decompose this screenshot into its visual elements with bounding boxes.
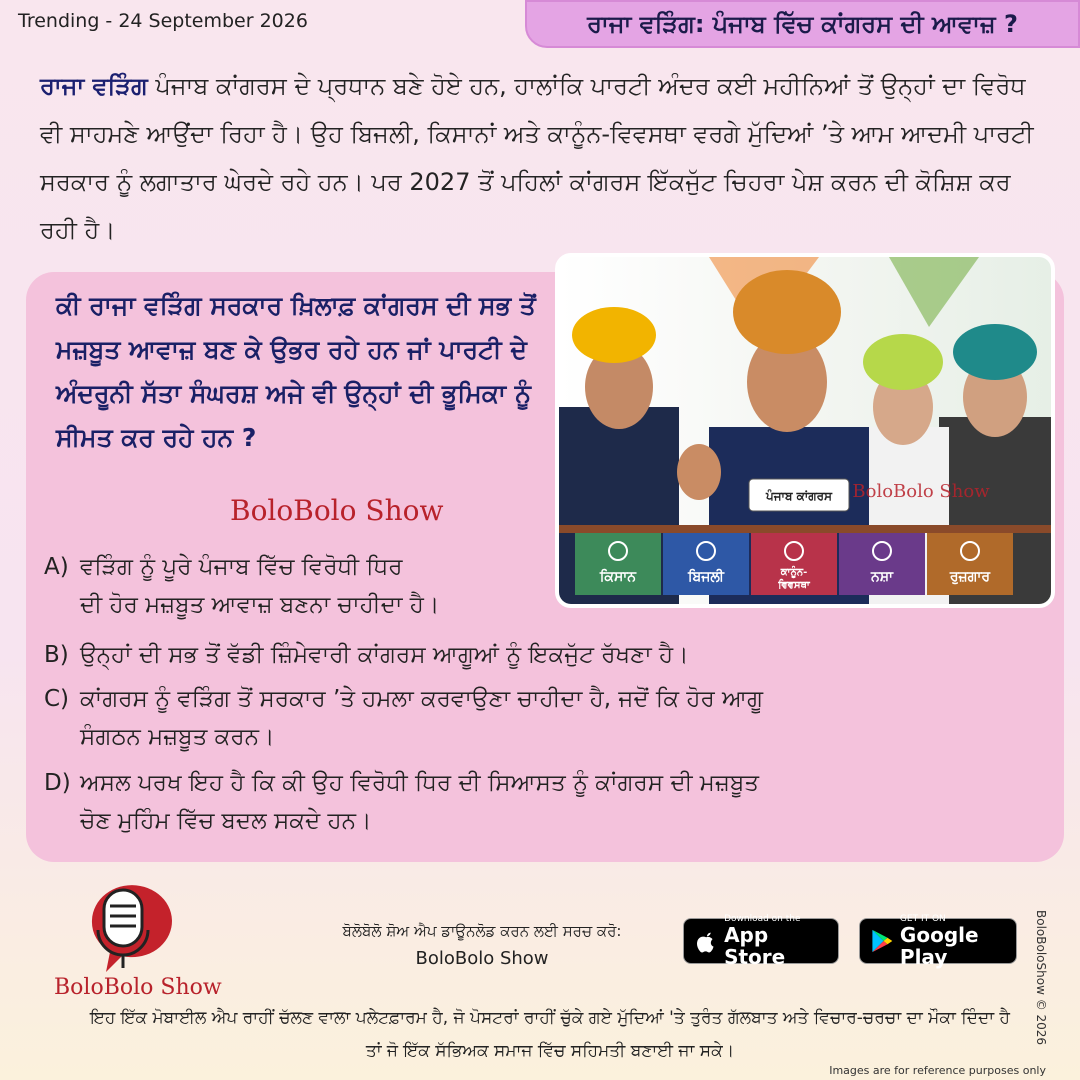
option-c-text-2: ਸੰਗਠਨ ਮਜ਼ਬੂਤ ਕਰਨ। bbox=[80, 724, 275, 750]
intro-paragraph bbox=[40, 62, 1050, 254]
issue-tile-label: ਨਸ਼ਾ bbox=[870, 569, 894, 585]
option-d-letter: D) bbox=[44, 770, 71, 796]
google-play-button[interactable] bbox=[859, 914, 1017, 969]
option-d[interactable] bbox=[44, 764, 759, 840]
intro-text: ਪੰਜਾਬ ਕਾਂਗਰਸ ਦੇ ਪ੍ਰਧਾਨ ਬਣੇ ਹੋਏ ਹਨ, ਹਾਲਾਂਕਿ ਪਾਰਟੀ ਅੰਦਰ ਕਈ ਮਹੀਨਿਆਂ ਤੋਂ ਉਨ੍ਹਾਂ ਦਾ ਵਿਰੋਧ ਵੀ ਸਾਹਮਣੇ ਆਉਂਦਾ ਰਿਹਾ ਹੈ। ਉਹ ਬਿਜਲੀ, ਕਿਸਾਨਾਂ ਅਤੇ ਕਾਨੂੰਨ-ਵਿਵਸਥਾ ਵਰਗੇ ਮੁੱਦਿਆਂ ’ਤੇ ਆਮ ਆਦਮੀ ਪਾਰਟੀ ਸਰਕਾਰ ਨੂੰ ਲਗਾਤਾਰ ਘੇਰਦੇ ਰਹੇ ਹਨ। ਪਰ 2027 ਤੋਂ ਪਹਿਲਾਂ ਕਾਂਗਰਸ ਇੱਕਜੁੱਟ ਚਿਹਰਾ ਪੇਸ਼ ਕਰਨ ਦੀ ਕੋਸ਼ਿਸ਼ ਕਰ ਰਹੀ ਹੈ। bbox=[40, 72, 1034, 244]
app-store-button[interactable] bbox=[683, 914, 839, 969]
google-play-small-text: GET IT ON bbox=[899, 914, 946, 924]
option-b-text-1: ਉਨ੍ਹਾਂ ਦੀ ਸਭ ਤੋਂ ਵੱਡੀ ਜ਼ਿੰਮੇਵਾਰੀ ਕਾਂਗਰਸ ਆਗੂਆਂ ਨੂੰ ਇਕਜੁੱਟ ਰੱਖਣਾ ਹੈ। bbox=[80, 642, 689, 668]
footer-note: ਇਹ ਇੱਕ ਮੋਬਾਈਲ ਐਪ ਰਾਹੀਂ ਚੱਲਣ ਵਾਲਾ ਪਲੇਟਫ਼ਾਰਮ ਹੈ, ਜੋ ਪੋਸਟਰਾਂ ਰਾਹੀਂ ਚੁੱਕੇ ਗਏ ਮੁੱਦਿਆਂ 'ਤੇ ਤੁਰੰਤ ਗੱਲਬਾਤ ਅਤੇ ਵਿਚਾਰ-ਚਰਚਾ ਦਾ ਮੌਕਾ ਦਿੰਦਾ ਹੈ ਤਾਂ ਜੋ ਇੱਕ ਸੱਭਿਅਕ ਸਮਾਜ ਵਿੱਚ ਸਹਿਮਤੀ ਬਣਾਈ ਜਾ ਸਕੇ। bbox=[90, 1008, 1010, 1061]
intro-name: ਰਾਜਾ ਵੜਿੰਗ bbox=[40, 72, 148, 100]
search-instruction: ਬੋਲੋਬੋਲੋ ਸ਼ੋਅ ਐਪ ਡਾਊਨਲੋਡ ਕਰਨ ਲਈ ਸਰਚ ਕਰੋ: bbox=[342, 922, 622, 940]
press-photo bbox=[555, 253, 1055, 608]
poll-question: ਕੀ ਰਾਜਾ ਵੜਿੰਗ ਸਰਕਾਰ ਖ਼ਿਲਾਫ਼ ਕਾਂਗਰਸ ਦੀ ਸਭ ਤੋਂ ਮਜ਼ਬੂਤ ਆਵਾਜ਼ ਬਣ ਕੇ ਉਭਰ ਰਹੇ ਹਨ ਜਾਂ ਪਾਰਟੀ ਦੇ ਅੰਦਰੂਨੀ ਸੱਤਾ ਸੰਘਰਸ਼ ਅਜੇ ਵੀ ਉਨ੍ਹਾਂ ਦੀ ਭੂਮਿਕਾ ਨੂੰ ਸੀਮਤ ਕਰ ਰਹੇ ਹਨ ? bbox=[56, 291, 536, 452]
google-play-big-text: Google Play bbox=[899, 923, 979, 969]
apple-icon bbox=[694, 926, 718, 956]
option-a-letter: A) bbox=[44, 554, 69, 580]
reference-disclaimer: Images are for reference purposes only bbox=[829, 1064, 1046, 1077]
option-b[interactable] bbox=[44, 636, 689, 674]
headline-banner bbox=[525, 0, 1080, 48]
app-store-big-text: App Store bbox=[724, 923, 786, 969]
search-term: BoloBolo Show bbox=[415, 948, 549, 969]
podium-label: ਪੰਜਾਬ ਕਾਂਗਰਸ bbox=[765, 489, 833, 503]
photo-watermark: BoloBolo Show bbox=[852, 481, 990, 502]
option-a-text-2: ਦੀ ਹੋਰ ਮਜ਼ਬੂਤ ਆਵਾਜ਼ ਬਣਨਾ ਚਾਹੀਦਾ ਹੈ। bbox=[80, 592, 440, 618]
issue-tile-5 bbox=[927, 533, 1013, 595]
copyright-text: BoloBoloShow © 2026 bbox=[1034, 910, 1048, 1046]
press-photo-illustration bbox=[559, 257, 1051, 604]
headline-text: ਰਾਜਾ ਵੜਿੰਗ: ਪੰਜਾਬ ਵਿੱਚ ਕਾਂਗਰਸ ਦੀ ਆਵਾਜ਼ ? bbox=[587, 10, 1018, 38]
date-line: Trending - 24 September 2026 bbox=[18, 10, 308, 32]
issue-tile-label: ਕਿਸਾਨ bbox=[599, 569, 637, 585]
issue-tile-1 bbox=[575, 533, 661, 595]
option-d-text-1: ਅਸਲ ਪਰਖ ਇਹ ਹੈ ਕਿ ਕੀ ਉਹ ਵਿਰੋਧੀ ਧਿਰ ਦੀ ਸਿਆਸਤ ਨੂੰ ਕਾਂਗਰਸ ਦੀ ਮਜ਼ਬੂਤ bbox=[80, 770, 760, 796]
issue-tile-label: ਬਿਜਲੀ bbox=[687, 569, 725, 585]
option-c-text-1: ਕਾਂਗਰਸ ਨੂੰ ਵੜਿੰਗ ਤੋਂ ਸਰਕਾਰ ’ਤੇ ਹਮਲਾ ਕਰਵਾਉਣਾ ਚਾਹੀਦਾ ਹੈ, ਜਦੋਂ ਕਿ ਹੋਰ ਆਗੂ bbox=[80, 686, 764, 712]
copyright-vertical bbox=[1034, 910, 1068, 1060]
option-c-letter: C) bbox=[44, 686, 70, 712]
watermark: BoloBolo Show bbox=[230, 494, 444, 527]
option-a-text-1: ਵੜਿੰਗ ਨੂੰ ਪੂਰੇ ਪੰਜਾਬ ਵਿੱਚ ਵਿਰੋਧੀ ਧਿਰ bbox=[80, 554, 403, 580]
issue-tile-2 bbox=[663, 533, 749, 595]
issue-tile-3 bbox=[751, 533, 837, 595]
issue-tile-label: ਰੁਜ਼ਗਾਰ bbox=[949, 569, 991, 585]
option-c[interactable] bbox=[44, 680, 763, 756]
option-b-letter: B) bbox=[44, 642, 69, 668]
issue-tile-4 bbox=[839, 533, 925, 595]
option-d-text-2: ਚੋਣ ਮੁਹਿੰਮ ਵਿੱਚ ਬਦਲ ਸਕਦੇ ਹਨ। bbox=[80, 808, 372, 834]
option-a[interactable] bbox=[44, 548, 439, 624]
issue-tile-label: ਵਿਵਸਥਾ bbox=[778, 580, 810, 591]
google-play-icon bbox=[870, 925, 894, 957]
issue-tile-label: ਕਾਨੂੰਨ- bbox=[780, 567, 808, 578]
footer-logo-text: BoloBolo Show bbox=[54, 975, 222, 1000]
issue-tiles bbox=[575, 533, 1013, 595]
app-store-small-text: Download on the bbox=[724, 914, 801, 924]
